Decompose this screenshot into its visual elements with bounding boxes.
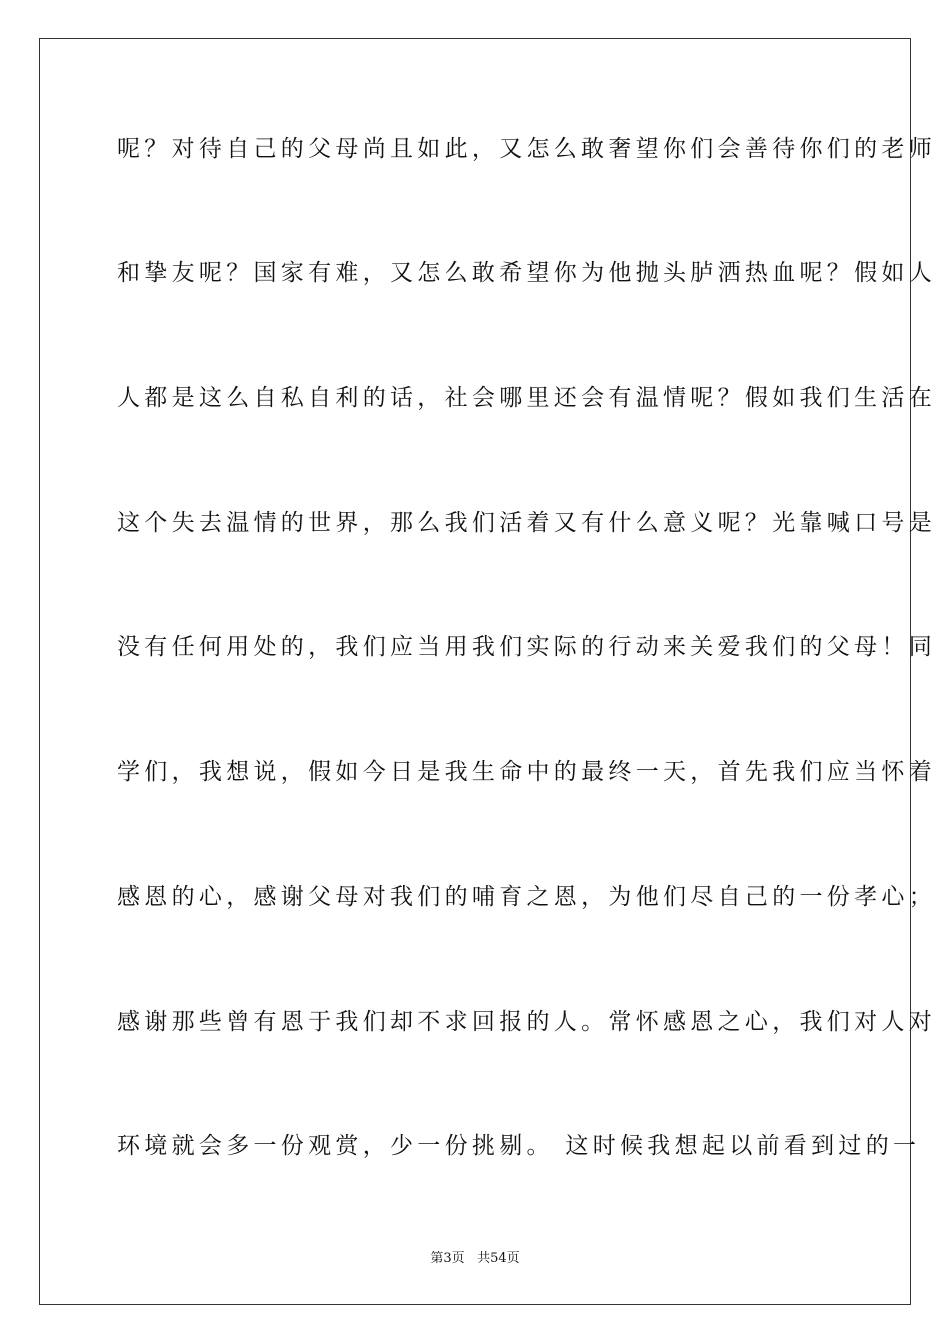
- text-line-9: 环境就会多一份观赏，少一份挑剔。 这时候我想起以前看到过的一: [117, 1133, 921, 1159]
- text-line-1: 呢？对待自己的父母尚且如此，又怎么敢奢望你们会善待你们的老师: [117, 136, 936, 162]
- total-pages: 共54页: [477, 1251, 520, 1266]
- text-line-4: 这个失去温情的世界，那么我们活着又有什么意义呢？光靠喊口号是: [117, 510, 936, 536]
- text-line-3: 人都是这么自私自利的话，社会哪里还会有温情呢？假如我们生活在: [117, 385, 936, 411]
- text-line-2: 和挚友呢？国家有难，又怎么敢希望你为他抛头胪洒热血呢？假如人: [117, 260, 936, 286]
- text-line-5: 没有任何用处的，我们应当用我们实际的行动来关爱我们的父母！同: [117, 634, 936, 660]
- text-line-6: 学们，我想说，假如今日是我生命中的最终一天，首先我们应当怀着: [117, 759, 936, 785]
- page-footer: [0, 1247, 950, 1266]
- text-line-8: 感谢那些曾有恩于我们却不求回报的人。常怀感恩之心，我们对人对: [117, 1009, 936, 1035]
- page-border: [39, 38, 936, 1305]
- page-number: 第3页: [430, 1251, 465, 1266]
- text-line-7: 感恩的心，感谢父母对我们的哺育之恩，为他们尽自己的一份孝心；: [117, 884, 936, 910]
